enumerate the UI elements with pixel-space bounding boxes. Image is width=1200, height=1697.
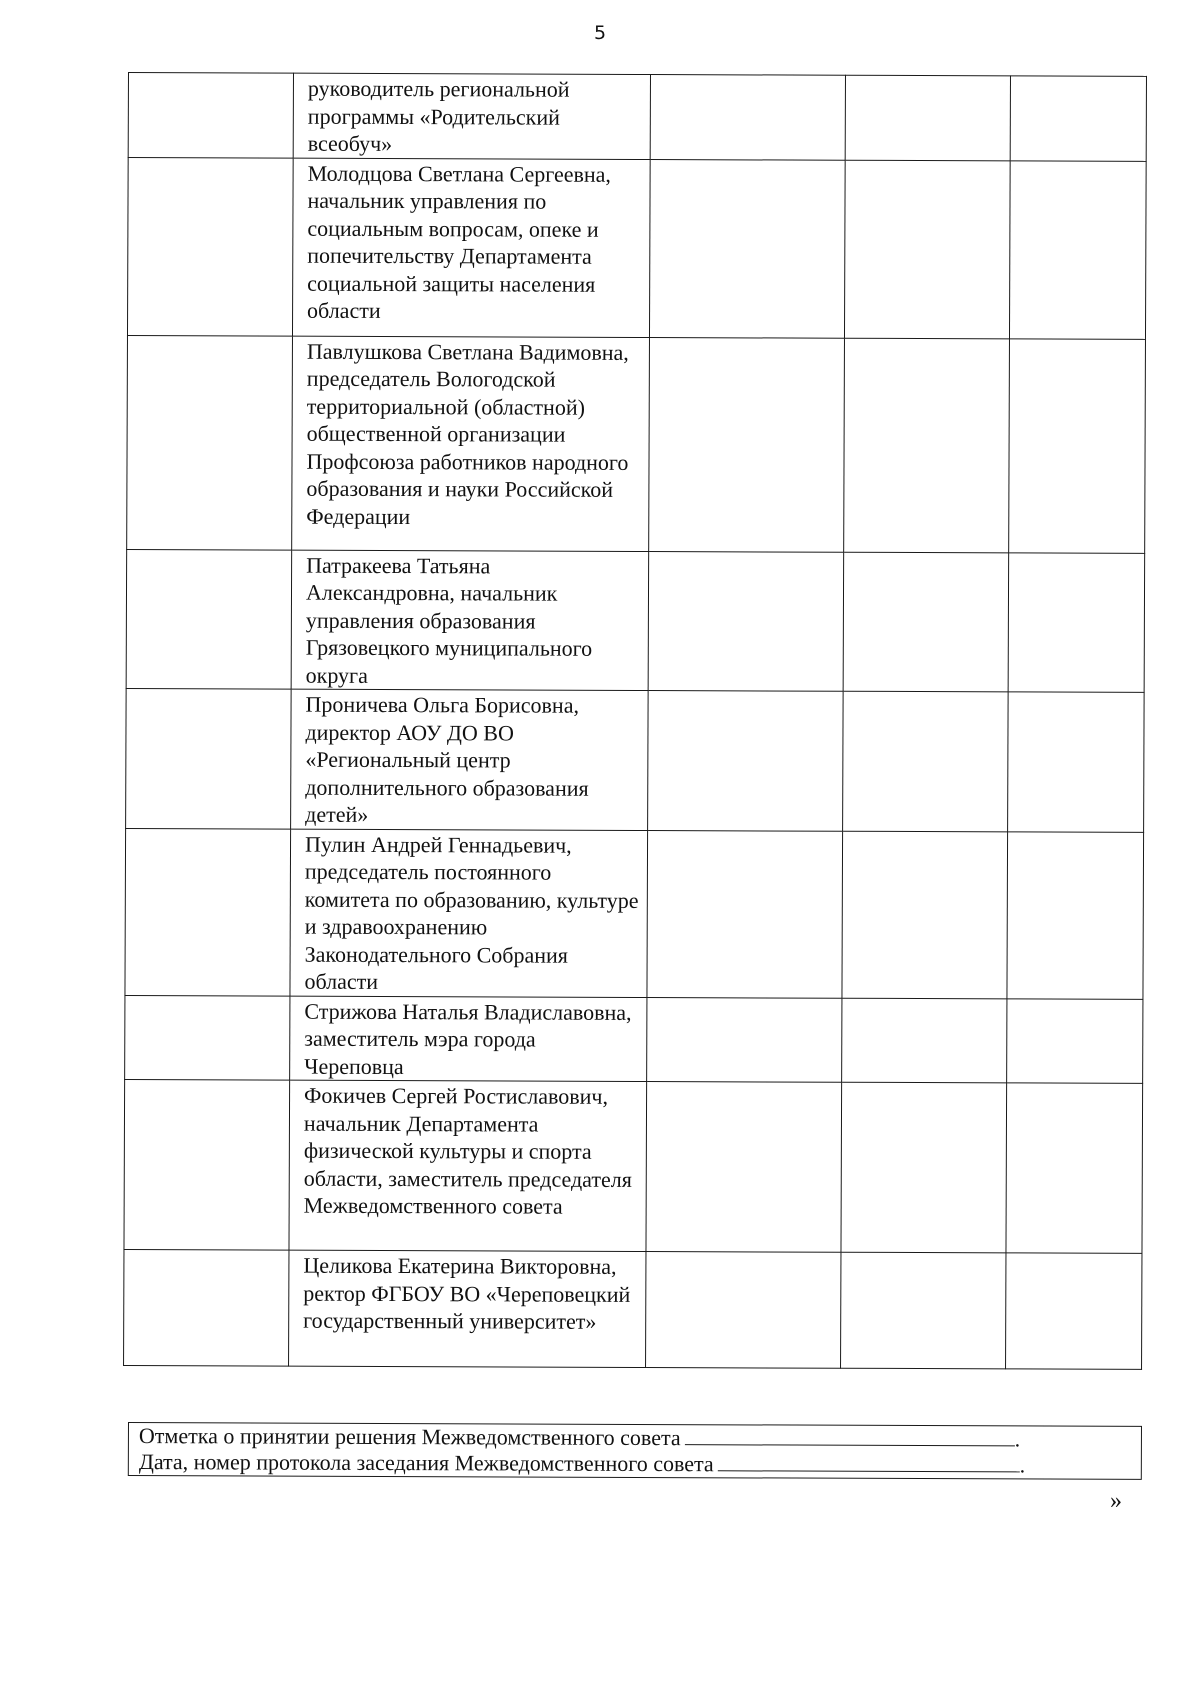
protocol-blank xyxy=(718,1452,1020,1472)
table-row xyxy=(126,688,1145,831)
empty-cell xyxy=(844,160,1010,339)
empty-cell xyxy=(649,337,845,552)
row-number-cell xyxy=(124,1249,289,1366)
empty-cell xyxy=(1008,552,1145,692)
empty-cell xyxy=(1010,76,1146,161)
page-number: 5 xyxy=(593,22,607,44)
decision-box xyxy=(128,1422,1142,1480)
row-number-cell xyxy=(127,157,293,336)
empty-cell xyxy=(646,1081,842,1252)
protocol-end: . xyxy=(1019,1452,1026,1478)
empty-cell xyxy=(650,75,845,160)
closing-quote: » xyxy=(1110,1488,1122,1514)
members-table xyxy=(123,72,1147,1370)
member-name-cell: Фокичев Сергей Ростиславович, начальник Департамента физической культуры и спорта области, заместитель председателя Межведомственного совета xyxy=(289,1080,647,1251)
empty-cell xyxy=(843,552,1009,692)
table-row xyxy=(128,73,1146,161)
empty-cell xyxy=(842,998,1007,1083)
row-number-cell xyxy=(127,335,293,550)
empty-cell xyxy=(1008,692,1145,832)
table-row xyxy=(125,828,1144,999)
member-name-cell: Павлушкова Светлана Вадимовна, председатель Вологодской территориальной (областной) общественной организации Профсоюза работников народного образования и науки Российской Федерации xyxy=(292,336,650,551)
empty-cell xyxy=(1009,338,1146,553)
table-row xyxy=(126,549,1145,692)
empty-cell xyxy=(1006,1253,1142,1370)
member-name-cell: Стрижова Наталья Владиславовна, заместитель мэра города Череповца xyxy=(290,996,647,1082)
table-row xyxy=(125,995,1143,1083)
empty-cell xyxy=(1007,998,1143,1083)
member-name-cell: Целикова Екатерина Викторовна, ректор ФГБОУ ВО «Череповецкий государственный университет» xyxy=(289,1250,646,1367)
empty-cell xyxy=(646,1251,841,1368)
member-name-cell: руководитель региональной программы «Родительский всеобуч» xyxy=(293,73,650,159)
row-number-cell xyxy=(124,1079,290,1250)
protocol-label: Дата, номер протокола заседания Межведомственного совета xyxy=(138,1449,714,1477)
empty-cell xyxy=(648,551,844,691)
empty-cell xyxy=(841,1252,1006,1369)
row-number-cell xyxy=(128,73,293,158)
decision-mark-line xyxy=(139,1423,1131,1453)
empty-cell xyxy=(648,691,844,831)
empty-cell xyxy=(844,338,1010,553)
empty-cell xyxy=(1007,831,1144,999)
empty-cell xyxy=(649,159,845,338)
empty-cell xyxy=(843,691,1009,831)
protocol-line xyxy=(139,1449,1131,1479)
empty-cell xyxy=(1006,1083,1143,1254)
decision-mark-end: . xyxy=(1014,1426,1021,1452)
empty-cell xyxy=(1009,160,1146,339)
empty-cell xyxy=(841,1082,1007,1253)
table-row xyxy=(124,1079,1143,1253)
member-name-cell: Молодцова Светлана Сергеевна, начальник управления по социальным вопросам, опеке и попечительству Департамента социальной защиты населения области xyxy=(292,158,650,337)
member-name-cell: Патракеева Татьяна Александровна, начальник управления образования Грязовецкого муниципального округа xyxy=(291,550,649,691)
empty-cell xyxy=(842,831,1008,999)
member-name-cell: Пулин Андрей Геннадьевич, председатель постоянного комитета по образованию, культуре и здравоохранению Законодательного Собрания области xyxy=(290,829,648,997)
decision-mark-blank xyxy=(685,1426,1015,1446)
table-row xyxy=(124,1249,1142,1369)
empty-cell xyxy=(845,75,1010,160)
table-row xyxy=(127,335,1146,553)
row-number-cell xyxy=(125,995,290,1080)
member-name-cell: Проничева Ольга Борисовна, директор АОУ ДО ВО «Региональный центр дополнительного образования детей» xyxy=(291,689,649,830)
table-row xyxy=(127,157,1146,339)
row-number-cell xyxy=(125,828,291,996)
empty-cell xyxy=(647,997,842,1082)
decision-mark-label: Отметка о принятии решения Межведомственного совета xyxy=(138,1423,681,1451)
row-number-cell xyxy=(126,688,292,828)
row-number-cell xyxy=(126,549,292,689)
empty-cell xyxy=(647,830,843,998)
